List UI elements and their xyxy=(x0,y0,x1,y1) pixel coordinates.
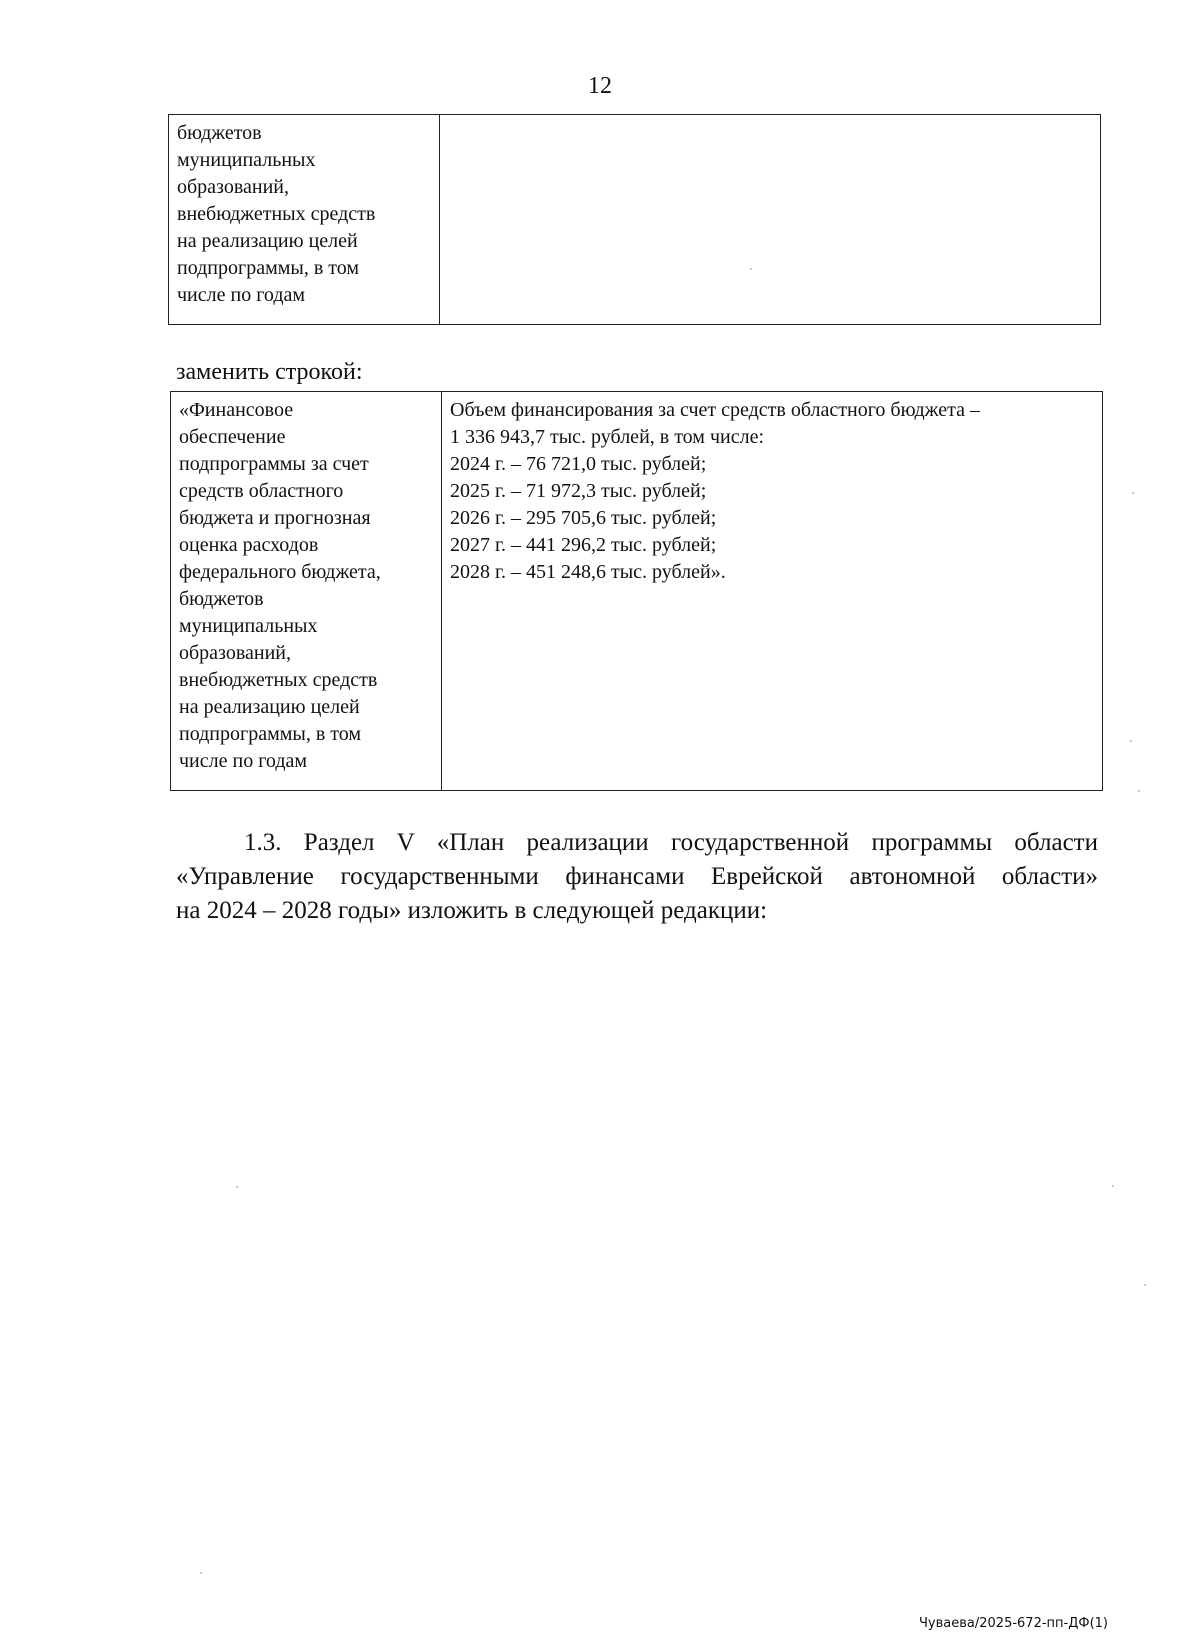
cell-line: на реализацию целей xyxy=(177,230,358,252)
cell-line: муниципальных xyxy=(179,615,318,637)
cell-line: оценка расходов xyxy=(179,534,319,556)
scan-speck xyxy=(1132,492,1134,494)
cell-line: 1 336 943,7 тыс. рублей, в том числе: xyxy=(450,426,765,448)
table-row xyxy=(171,392,1103,791)
scan-speck xyxy=(1138,790,1140,792)
cell-line: 2027 г. – 441 296,2 тыс. рублей; xyxy=(450,534,717,556)
document-code: Чуваева/2025-672-пп-ДФ(1) xyxy=(919,1616,1108,1631)
cell-line: обеспечение xyxy=(179,426,286,448)
cell-line: бюджета и прогнозная xyxy=(179,507,371,529)
scan-speck xyxy=(236,1186,238,1188)
scan-speck xyxy=(1130,740,1132,742)
cell-line: средств областного xyxy=(179,480,344,502)
scan-speck xyxy=(200,1572,202,1574)
cell-line: подпрограммы, в том xyxy=(177,257,360,279)
cell-line: Объем финансирования за счет средств областного бюджета – xyxy=(450,399,980,421)
scan-speck xyxy=(1112,1185,1114,1187)
cell-line: образований, xyxy=(177,176,290,198)
table-row xyxy=(169,115,1101,325)
paragraph-line: на 2024 – 2028 годы» изложить в следующей редакции: xyxy=(176,897,768,924)
cell-line: 2026 г. – 295 705,6 тыс. рублей; xyxy=(450,507,717,529)
cell-line: федерального бюджета, xyxy=(179,561,381,583)
cell-line: 2025 г. – 71 972,3 тыс. рублей; xyxy=(450,480,707,502)
cell-line: внебюджетных средств xyxy=(179,669,378,691)
table-new-row xyxy=(170,391,1103,791)
cell-line: числе по годам xyxy=(177,284,306,306)
cell-line: «Финансовое xyxy=(179,399,294,421)
cell-line: 2024 г. – 76 721,0 тыс. рублей; xyxy=(450,453,707,475)
paragraph-line: «Управление государственными финансами Еврейской автономной области» xyxy=(176,863,1098,890)
cell-line: числе по годам xyxy=(179,750,308,772)
cell-line: муниципальных xyxy=(177,149,316,171)
paragraph-line: 1.3. Раздел V «План реализации государственной программы области xyxy=(244,829,1098,856)
page-number: 12 xyxy=(588,73,612,99)
table-cell-label xyxy=(171,392,442,791)
cell-line: 2028 г. – 451 248,6 тыс. рублей». xyxy=(450,561,726,583)
cell-line: подпрограммы, в том xyxy=(179,723,362,745)
table-cell-label xyxy=(169,115,440,325)
cell-line: внебюджетных средств xyxy=(177,203,376,225)
table-cell-value xyxy=(442,392,1103,791)
table-cell-value-empty xyxy=(440,115,1101,325)
cell-line: образований, xyxy=(179,642,292,664)
replace-label: заменить строкой: xyxy=(176,359,363,385)
cell-line: на реализацию целей xyxy=(179,696,360,718)
scan-speck xyxy=(750,268,752,270)
scan-speck xyxy=(1144,1284,1146,1286)
cell-line: подпрограммы за счет xyxy=(179,453,369,475)
section-paragraph xyxy=(176,826,1098,928)
table-old-row xyxy=(168,114,1101,325)
cell-line: бюджетов xyxy=(177,122,262,144)
cell-line: бюджетов xyxy=(179,588,264,610)
